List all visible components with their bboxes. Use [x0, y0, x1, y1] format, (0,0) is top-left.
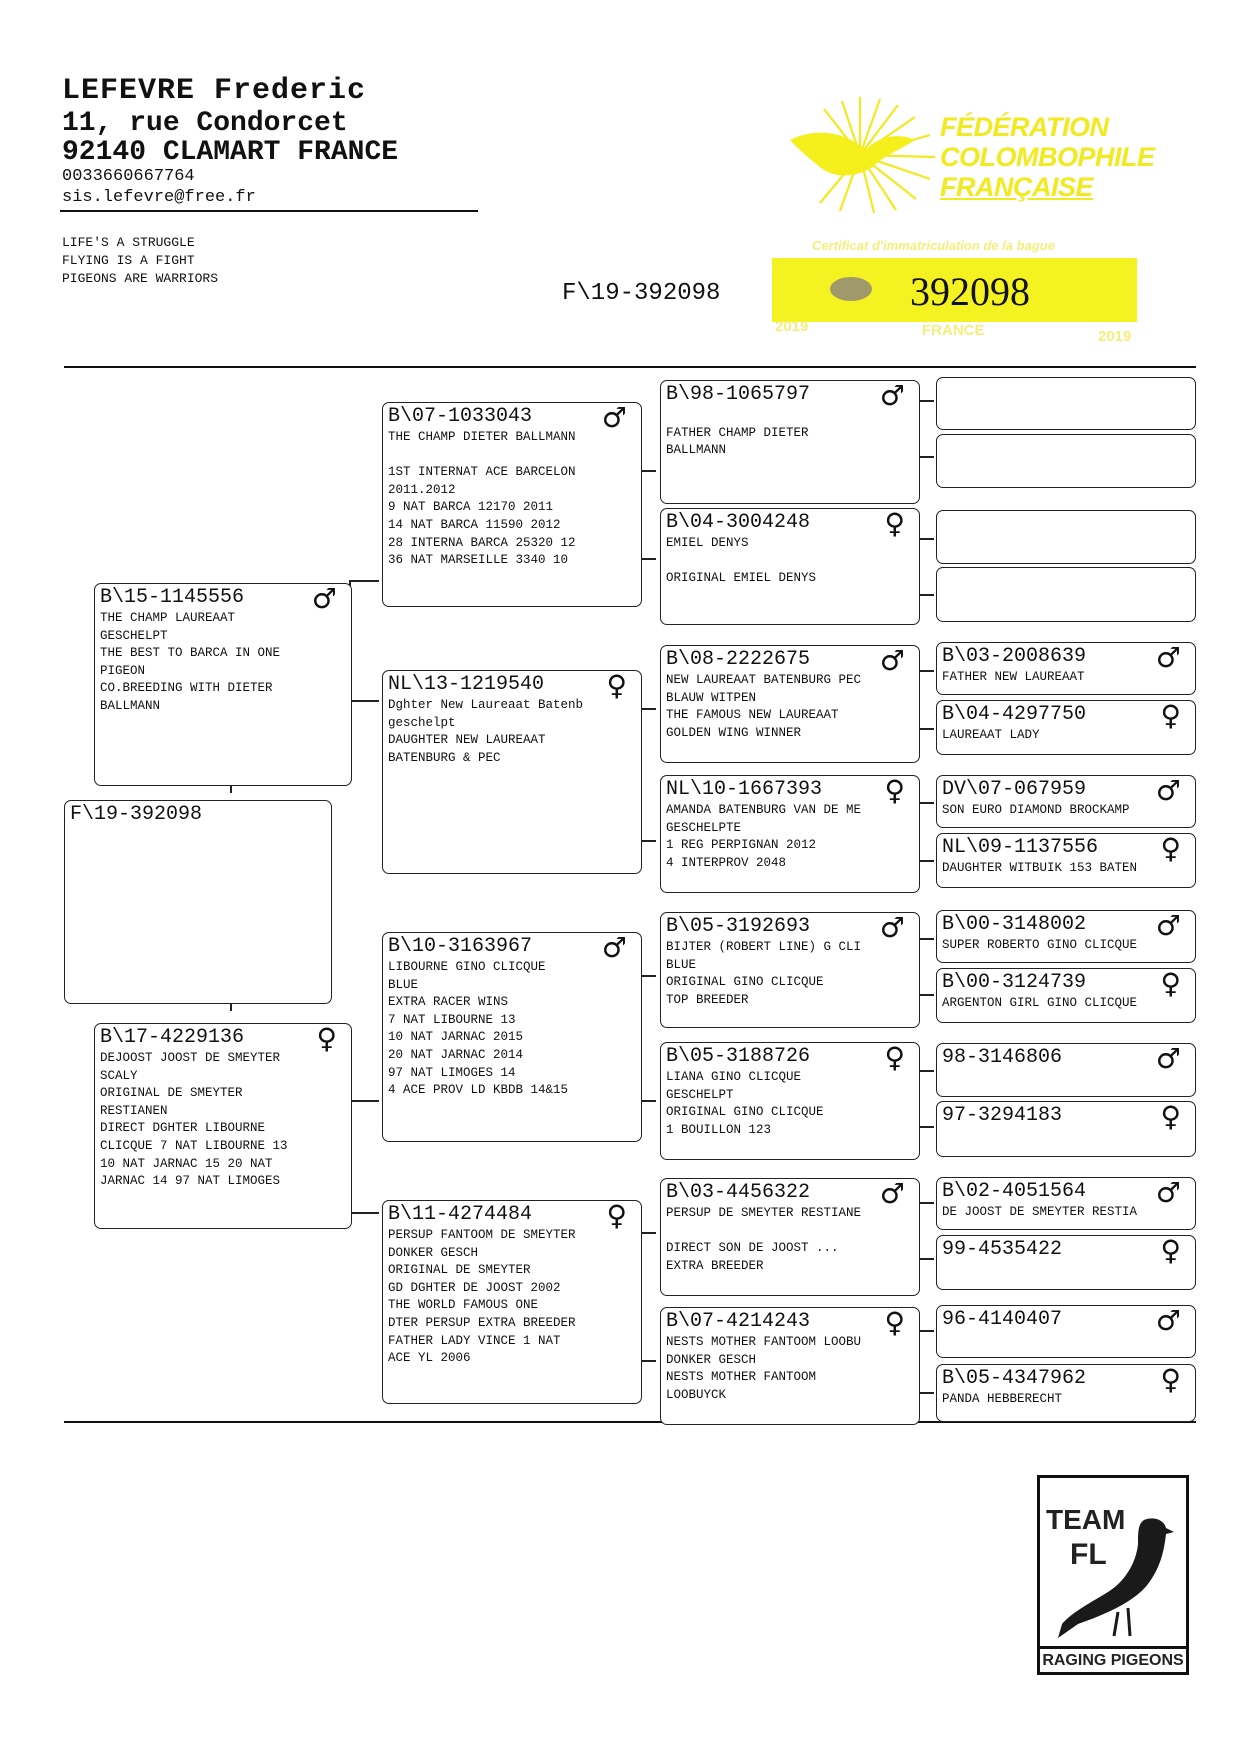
hologram-icon: [830, 277, 872, 301]
detail-line: LIANA GINO CLICQUE: [666, 1070, 802, 1084]
male-symbol-icon: ♂: [1155, 774, 1181, 807]
ring-number: B\05-4347962: [942, 1367, 1087, 1390]
detail-line: 97 NAT LIMOGES 14: [388, 1065, 516, 1080]
detail-line: [388, 447, 636, 465]
detail-line: GESCHELPT: [666, 1087, 734, 1102]
female-symbol-icon: ♀: [1160, 1100, 1181, 1133]
detail-line: RESTIANEN: [100, 1103, 168, 1118]
pigeon-details: [388, 429, 636, 570]
motto-line-3: PIGEONS ARE WARRIORS: [62, 271, 219, 286]
ring-number: B\00-3124739: [942, 971, 1087, 994]
ring-number: B\04-4297750: [942, 703, 1087, 726]
pigeon-card-g10: [936, 968, 1196, 1023]
detail-line: ORIGINAL DE SMEYTER: [100, 1086, 243, 1101]
connector: [349, 700, 379, 702]
detail-line: 36 NAT MARSEILLE 3340 10: [388, 553, 569, 568]
pigeon-details: [942, 727, 1190, 745]
owner-phone: 0033660667764: [62, 167, 195, 186]
pigeon-details: [666, 672, 914, 742]
ring-number: B\03-2008639: [942, 645, 1087, 668]
male-symbol-icon: ♂: [1155, 1176, 1181, 1209]
detail-line: Dghter New Laureaat Batenb: [388, 698, 584, 712]
detail-line: GESCHELPTE: [666, 820, 742, 835]
detail-line: DE JOOST DE SMEYTER RESTIA: [942, 1205, 1138, 1219]
pigeon-details: [942, 1391, 1190, 1409]
ring-number: B\00-3148002: [942, 913, 1087, 936]
detail-line: CLICQUE 7 NAT LIBOURNE 13: [100, 1138, 288, 1153]
ring-number: B\04-3004248: [666, 511, 811, 534]
certificate-caption: Certificat d'immatriculation de la bague: [812, 238, 1055, 253]
detail-line: ORIGINAL DE SMEYTER: [388, 1263, 531, 1278]
detail-line: BIJTER (ROBERT LINE) G CLI: [666, 940, 862, 954]
pigeon-card-sss: [660, 380, 920, 504]
pigeon-details: [666, 535, 914, 588]
team-logo-line-1: TEAM: [1046, 1504, 1126, 1535]
detail-line: 4 INTERPROV 2048: [666, 855, 787, 870]
pigeon-details: [942, 860, 1190, 878]
connector: [349, 580, 379, 582]
detail-line: GOLDEN WING WINNER: [666, 725, 802, 740]
detail-line: NEW LAUREAAT BATENBURG PEC: [666, 673, 862, 687]
detail-line: BALLMANN: [666, 443, 727, 458]
detail-line: THE CHAMP DIETER BALLMANN: [388, 430, 576, 444]
pigeon-details: [666, 407, 914, 460]
female-symbol-icon: ♀: [606, 669, 627, 702]
motto-line-2: FLYING IS A FIGHT: [62, 253, 195, 268]
detail-line: SUPER ROBERTO GINO CLICQUE: [942, 938, 1138, 952]
ring-number: DV\07-067959: [942, 778, 1087, 801]
federation-name: [940, 112, 1155, 202]
header-underline: [60, 210, 478, 212]
pigeon-card-sd: [382, 670, 642, 874]
top-rule: [64, 366, 1196, 368]
pigeon-card-sdd: [660, 775, 920, 893]
pigeon-card-sds: [660, 645, 920, 763]
female-symbol-icon: ♀: [1160, 1234, 1181, 1267]
female-symbol-icon: ♀: [1160, 832, 1181, 865]
detail-line: SCALY: [100, 1068, 138, 1083]
ring-number: 98-3146806: [942, 1046, 1063, 1069]
detail-line: PIGEON: [100, 663, 146, 678]
pigeon-details: [100, 1050, 346, 1191]
ring-number: B\05-3188726: [666, 1045, 811, 1068]
female-symbol-icon: ♀: [1160, 699, 1181, 732]
ring-number: 97-3294183: [942, 1104, 1063, 1127]
detail-line: 28 INTERNA BARCA 25320 12: [388, 535, 576, 550]
ring-number: B\08-2222675: [666, 648, 811, 671]
pigeon-card-dds: [660, 1178, 920, 1296]
male-symbol-icon: ♂: [311, 582, 337, 615]
ring-number: B\15-1145556: [100, 586, 245, 609]
pigeon-card-g5: [936, 642, 1196, 695]
detail-line: LOOBUYCK: [666, 1387, 727, 1402]
detail-line: 7 NAT LIBOURNE 13: [388, 1012, 516, 1027]
pigeon-details: [388, 1227, 636, 1368]
ring-number: B\03-4456322: [666, 1181, 811, 1204]
ring-number: B\10-3163967: [388, 935, 533, 958]
female-symbol-icon: ♀: [1160, 967, 1181, 1000]
detail-line: BATENBURG & PEC: [388, 750, 501, 765]
detail-line: 4 ACE PROV LD KBDB 14&15: [388, 1083, 569, 1098]
detail-line: FATHER LADY VINCE 1 NAT: [388, 1333, 561, 1348]
pigeon-details: [942, 937, 1190, 955]
federation-name-line-2: COLOMBOPHILE: [940, 142, 1155, 172]
ring-number: 96-4140407: [942, 1308, 1063, 1331]
detail-line: 1ST INTERNAT ACE BARCELON: [388, 465, 576, 480]
detail-line: ORIGINAL GINO CLICQUE: [666, 1105, 824, 1120]
male-symbol-icon: ♂: [1155, 1042, 1181, 1075]
team-fl-logo: [1037, 1475, 1189, 1675]
federation-name-line-3: FRANÇAISE: [940, 172, 1094, 202]
male-symbol-icon: ♂: [879, 644, 905, 677]
detail-line: TOP BREEDER: [666, 992, 749, 1007]
detail-line: GESCHELPT: [100, 628, 168, 643]
detail-line: THE CHAMP LAUREAAT: [100, 611, 236, 625]
main-ring-number: F\19-392098: [562, 280, 721, 307]
detail-line: CO.BREEDING WITH DIETER: [100, 681, 273, 696]
detail-line: THE BEST TO BARCA IN ONE: [100, 646, 281, 661]
pigeon-card-sire: [94, 583, 352, 786]
ring-number: NL\10-1667393: [666, 778, 823, 801]
detail-line: SON EURO DIAMOND BROCKAMP: [942, 803, 1130, 817]
pigeon-card-g12: [936, 1101, 1196, 1157]
pigeon-card-g15: [936, 1305, 1196, 1358]
detail-line: PERSUP DE SMEYTER RESTIANE: [666, 1206, 862, 1220]
pigeon-card-g3: [936, 510, 1196, 564]
pigeon-card-ss: [382, 402, 642, 607]
pigeon-card-dss: [660, 912, 920, 1028]
pigeon-card-ds: [382, 932, 642, 1142]
female-symbol-icon: ♀: [884, 1041, 905, 1074]
male-symbol-icon: ♂: [879, 911, 905, 944]
detail-line: [666, 407, 914, 425]
pigeon-card-g9: [936, 910, 1196, 963]
ring-number: NL\13-1219540: [388, 673, 545, 696]
female-symbol-icon: ♀: [1160, 1363, 1181, 1396]
pigeon-details: [388, 697, 636, 767]
ring-number: B\07-4214243: [666, 1310, 811, 1333]
detail-line: JARNAC 14 97 NAT LIMOGES: [100, 1174, 281, 1189]
detail-line: DAUGHTER NEW LAUREAAT: [388, 733, 546, 748]
male-symbol-icon: ♂: [601, 931, 627, 964]
detail-line: BALLMANN: [100, 698, 161, 713]
detail-line: 1 BOUILLON 123: [666, 1122, 772, 1137]
pigeon-details: [666, 1334, 914, 1404]
male-symbol-icon: ♂: [1155, 909, 1181, 942]
detail-line: THE WORLD FAMOUS ONE: [388, 1298, 539, 1313]
pigeon-card-g2: [936, 434, 1196, 488]
pigeon-details: [942, 1204, 1190, 1222]
pigeon-card-g4: [936, 567, 1196, 622]
detail-line: PERSUP FANTOOM DE SMEYTER: [388, 1228, 576, 1242]
band-year-right: 2019: [1098, 328, 1132, 345]
detail-line: EMIEL DENYS: [666, 536, 749, 550]
federation-name-line-1: FÉDÉRATION: [940, 112, 1109, 142]
male-symbol-icon: ♂: [879, 379, 905, 412]
pigeon-card-ssd: [660, 508, 920, 625]
detail-line: geschelpt: [388, 715, 456, 730]
female-symbol-icon: ♀: [316, 1022, 337, 1055]
connector: [349, 1100, 379, 1102]
pigeon-card-g13: [936, 1177, 1196, 1230]
detail-line: DONKER GESCH: [666, 1352, 757, 1367]
pigeon-card-g14: [936, 1235, 1196, 1290]
connector: [349, 1212, 379, 1214]
detail-line: BLUE: [388, 977, 419, 992]
ring-number: F\19-392098: [70, 803, 203, 826]
detail-line: LIBOURNE GINO CLICQUE: [388, 960, 546, 974]
male-symbol-icon: ♂: [879, 1177, 905, 1210]
pigeon-card-ddd: [660, 1307, 920, 1425]
detail-line: 9 NAT BARCA 12170 2011: [388, 500, 554, 515]
detail-line: FATHER CHAMP DIETER: [666, 425, 809, 440]
male-symbol-icon: ♂: [601, 401, 627, 434]
detail-line: 20 NAT JARNAC 2014: [388, 1047, 524, 1062]
ring-number: NL\09-1137556: [942, 836, 1099, 859]
ring-number: B\07-1033043: [388, 405, 533, 428]
federation-dove-logo: [780, 95, 940, 215]
male-symbol-icon: ♂: [1155, 1304, 1181, 1337]
detail-line: ORIGINAL GINO CLICQUE: [666, 975, 824, 990]
pigeon-card-subject: [64, 800, 332, 1004]
owner-street: 11, rue Condorcet: [62, 108, 348, 139]
detail-line: FATHER NEW LAUREAAT: [942, 670, 1085, 684]
pigeon-details: [942, 669, 1190, 687]
detail-line: 2011.2012: [388, 482, 456, 497]
ring-number: B\02-4051564: [942, 1180, 1087, 1203]
detail-line: DIRECT DGHTER LIBOURNE: [100, 1121, 266, 1136]
detail-line: AMANDA BATENBURG VAN DE ME: [666, 803, 862, 817]
pigeon-silhouette-icon: [1048, 1512, 1184, 1642]
pigeon-card-g6: [936, 700, 1196, 755]
pigeon-card-g8: [936, 833, 1196, 888]
detail-line: ARGENTON GIRL GINO CLICQUE: [942, 996, 1138, 1010]
team-logo-line-2: FL: [1070, 1538, 1107, 1571]
detail-line: EXTRA RACER WINS: [388, 995, 509, 1010]
band-year-left: 2019: [775, 318, 809, 335]
pigeon-details: [942, 802, 1190, 820]
detail-line: BLUE: [666, 957, 697, 972]
detail-line: THE FAMOUS NEW LAUREAAT: [666, 708, 839, 723]
pigeon-details: [942, 995, 1190, 1013]
pigeon-card-g11: [936, 1043, 1196, 1097]
owner-city: 92140 CLAMART FRANCE: [62, 137, 399, 168]
detail-line: DIRECT SON DE JOOST ...: [666, 1241, 839, 1256]
female-symbol-icon: ♀: [884, 774, 905, 807]
detail-line: GD DGHTER DE JOOST 2002: [388, 1280, 561, 1295]
ring-number: B\98-1065797: [666, 383, 811, 406]
owner-name: LEFEVRE Frederic: [62, 74, 367, 108]
ring-number: B\05-3192693: [666, 915, 811, 938]
female-symbol-icon: ♀: [884, 1306, 905, 1339]
detail-line: DTER PERSUP EXTRA BREEDER: [388, 1315, 576, 1330]
pigeon-details: [666, 802, 914, 872]
detail-line: ORIGINAL EMIEL DENYS: [666, 571, 817, 586]
pigeon-card-g7: [936, 775, 1196, 828]
owner-email: sis.lefevre@free.fr: [62, 188, 256, 207]
detail-line: NESTS MOTHER FANTOOM LOOBU: [666, 1335, 862, 1349]
pigeon-card-dam: [94, 1023, 352, 1229]
pigeon-card-g1: [936, 377, 1196, 430]
detail-line: 1 REG PERPIGNAN 2012: [666, 838, 817, 853]
ring-number: B\17-4229136: [100, 1026, 245, 1049]
team-logo-caption: RAGING PIGEONS: [1040, 1646, 1186, 1675]
detail-line: 10 NAT JARNAC 2015: [388, 1030, 524, 1045]
band-country: FRANCE: [922, 322, 985, 339]
female-symbol-icon: ♀: [884, 507, 905, 540]
detail-line: ACE YL 2006: [388, 1351, 471, 1366]
detail-line: PANDA HEBBERECHT: [942, 1392, 1063, 1406]
motto-line-1: LIFE'S A STRUGGLE: [62, 235, 195, 250]
detail-line: DEJOOST JOOST DE SMEYTER: [100, 1051, 281, 1065]
detail-line: DAUGHTER WITBUIK 153 BATEN: [942, 861, 1138, 875]
pigeon-details: [388, 959, 636, 1100]
detail-line: 14 NAT BARCA 11590 2012: [388, 517, 561, 532]
detail-line: LAUREAAT LADY: [942, 728, 1040, 742]
band-number: 392098: [910, 269, 1030, 314]
pigeon-card-dsd: [660, 1042, 920, 1160]
detail-line: [666, 1223, 914, 1241]
female-symbol-icon: ♀: [606, 1199, 627, 1232]
pigeon-card-g16: [936, 1364, 1196, 1422]
male-symbol-icon: ♂: [1155, 641, 1181, 674]
detail-line: DONKER GESCH: [388, 1245, 479, 1260]
detail-line: [666, 553, 914, 571]
detail-line: BLAUW WITPEN: [666, 690, 757, 705]
detail-line: 10 NAT JARNAC 15 20 NAT: [100, 1156, 273, 1171]
pigeon-details: [100, 610, 346, 716]
detail-line: NESTS MOTHER FANTOOM: [666, 1370, 817, 1385]
pigeon-card-dd: [382, 1200, 642, 1404]
pigeon-details: [666, 1069, 914, 1139]
ring-number: 99-4535422: [942, 1238, 1063, 1261]
detail-line: EXTRA BREEDER: [666, 1258, 764, 1273]
ring-number: B\11-4274484: [388, 1203, 533, 1226]
pigeon-details: [666, 939, 914, 1009]
pigeon-details: [666, 1205, 914, 1275]
